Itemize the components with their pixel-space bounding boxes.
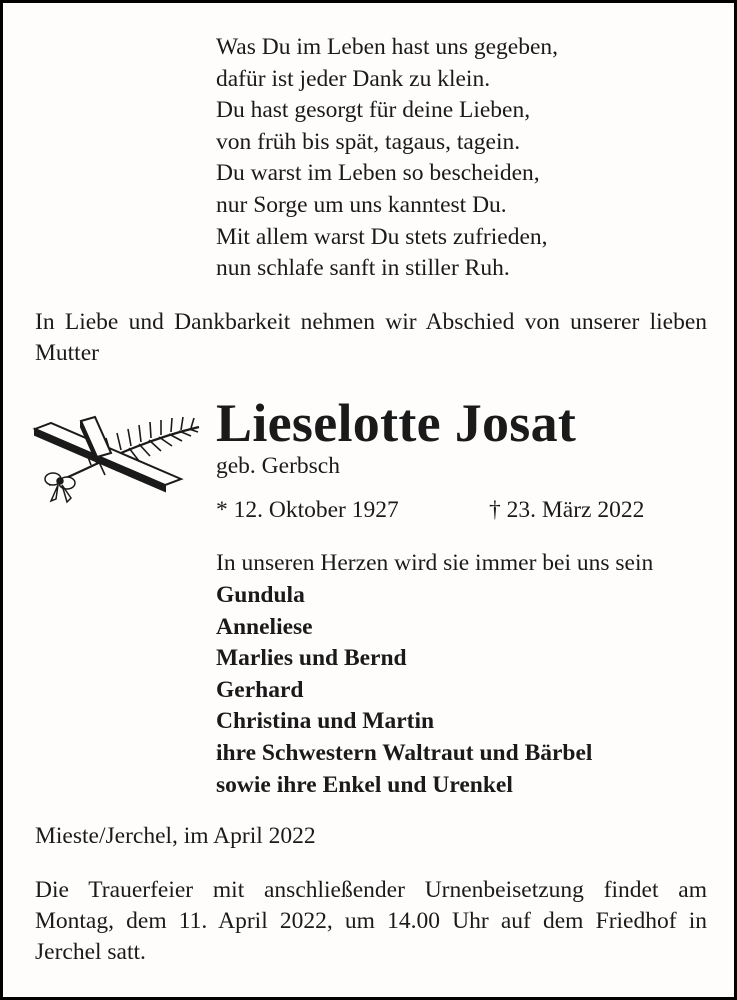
intro-text: In Liebe und Dankbarkeit nehmen wir Abschied von unserer lieben Mutter	[35, 309, 707, 366]
poem-line: Du hast gesorgt für deine Lieben,	[216, 97, 531, 124]
mourner-name: ihre Schwestern Waltraut und Bärbel	[216, 739, 593, 766]
mourner-name: Christina und Martin	[216, 708, 435, 735]
cross-palm-icon	[31, 413, 203, 505]
death-date: † 23. März 2022	[489, 497, 645, 523]
maiden-name: geb. Gerbsch	[216, 453, 340, 479]
mourners-list	[216, 580, 592, 801]
place-date: Mieste/Jerchel, im April 2022	[35, 823, 316, 849]
poem-line: Du warst im Leben so bescheiden,	[216, 160, 540, 187]
poem-line: nun schlafe sanft in stiller Ruh.	[216, 255, 510, 282]
mourner-name: Anneliese	[216, 613, 313, 640]
poem-line: von früh bis spät, tagaus, tagein.	[216, 128, 521, 155]
poem-line: dafür ist jeder Dank zu klein.	[216, 65, 491, 92]
mourner-name: Gundula	[216, 582, 305, 608]
deceased-name: Lieselotte Josat	[216, 393, 577, 453]
mourner-name: sowie ihre Enkel und Urenkel	[216, 771, 513, 798]
mourners-heading: In unseren Herzen wird sie immer bei uns sein	[216, 550, 654, 576]
mourner-name: Marlies und Bernd	[216, 645, 407, 672]
poem-line: nur Sorge um uns kanntest Du.	[216, 191, 507, 218]
mourner-name: Gerhard	[216, 676, 304, 703]
poem	[216, 32, 558, 285]
birth-date: * 12. Oktober 1927	[216, 497, 399, 523]
poem-line: Was Du im Leben hast uns gegeben,	[216, 34, 559, 60]
funeral-notice: Die Trauerfeier mit anschließender Urnenbeisetzung findet am Montag, dem 11. April 2022, um 14.00 Uhr auf dem Friedhof in Jerchel satt.	[35, 877, 707, 965]
poem-line: Mit allem warst Du stets zufrieden,	[216, 223, 548, 250]
